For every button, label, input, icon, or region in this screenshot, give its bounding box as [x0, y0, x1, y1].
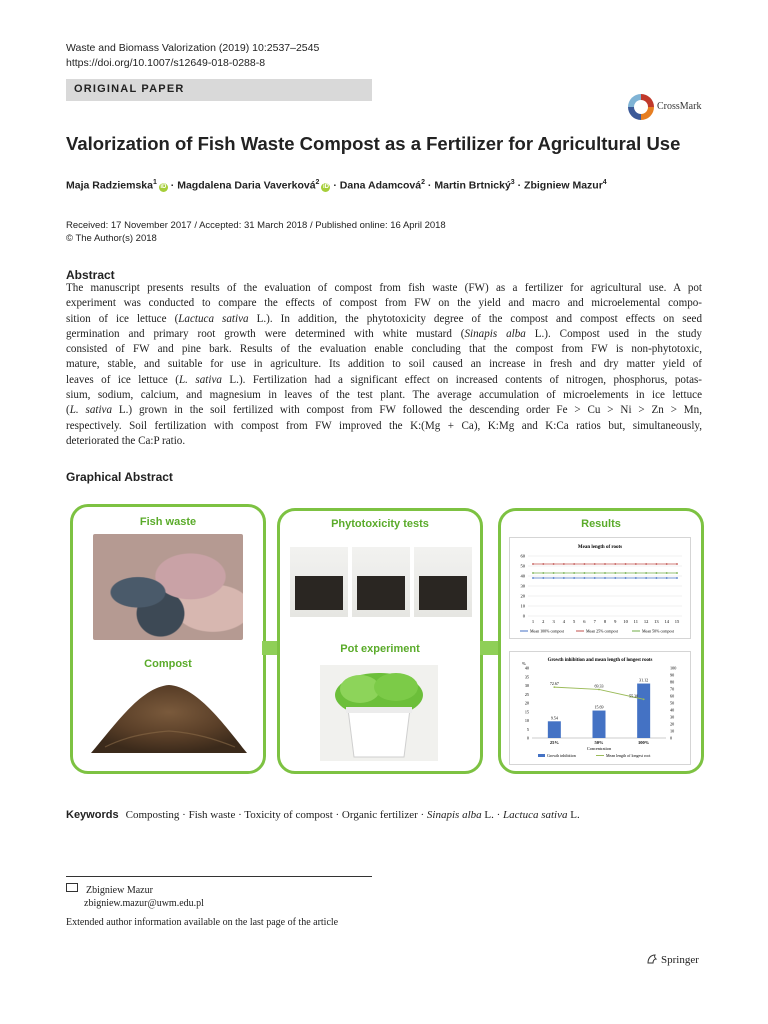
abstract-line: mature, stable, and suitable for use in agriculture. Its addition to soil caused an increase in fresh and dry matter yield of [66, 358, 702, 371]
corresponding-author: Zbigniew Mazur [86, 885, 153, 896]
abstract-heading: Abstract [66, 268, 115, 282]
abstract-line: experiment was conducted to compare the effects of compost from FW on the yield and macro and microelemental compo- [66, 297, 702, 310]
lettuce-pot-photo [320, 665, 438, 761]
growth-inhibition-chart [509, 651, 691, 765]
y-tick-label: 10 [520, 603, 525, 609]
keywords [66, 809, 580, 821]
line-data-label: 69.33 [594, 683, 604, 689]
x-tick-label: 1 [531, 619, 535, 624]
author-separator: · [425, 179, 435, 192]
data-point [553, 686, 555, 688]
crossmark-badge[interactable] [628, 94, 706, 124]
author-separator: · [330, 179, 340, 192]
x-axis-label: Concentration [586, 746, 612, 751]
petri-dish-2 [352, 547, 410, 617]
x-tick-label: 8 [603, 619, 607, 624]
data-point [542, 577, 544, 579]
author-separator: · [167, 179, 178, 192]
x-tick-label: 13 [654, 619, 659, 624]
x-tick-label: 100% [638, 740, 650, 745]
data-point [656, 572, 658, 574]
x-tick-label: 25% [549, 740, 559, 745]
data-point [594, 572, 596, 574]
data-point [625, 563, 627, 565]
y2-tick-label: 40 [670, 707, 675, 713]
paper-title: Valorization of Fish Waste Compost as a Fertilizer for Agricultural Use [66, 133, 681, 154]
y2-tick-label: 0 [670, 735, 673, 741]
data-point [625, 572, 627, 574]
bar [593, 711, 606, 738]
panel-phytotoxicity-title: Phytotoxicity tests [331, 518, 429, 530]
petri-dish-1 [290, 547, 348, 617]
y-tick-label: 10 [524, 718, 529, 723]
panel-pot-experiment-title: Pot experiment [340, 643, 420, 655]
data-point [645, 577, 647, 579]
mean-root-length-chart [509, 537, 691, 639]
data-point [598, 689, 600, 691]
x-tick-label: 10 [623, 619, 628, 624]
data-point [532, 563, 534, 565]
legend-label: Growth inhibition [547, 753, 576, 758]
bar-data-label: 15.69 [594, 704, 604, 710]
data-point [553, 577, 555, 579]
corresponding-email[interactable]: zbigniew.mazur@uwm.edu.pl [84, 898, 204, 909]
x-tick-label: 12 [643, 619, 649, 624]
data-point [635, 577, 637, 579]
publisher-logo [646, 953, 699, 966]
springer-horse-icon [646, 953, 658, 965]
y-tick-label: 20 [520, 593, 525, 599]
data-point [584, 572, 586, 574]
data-point [532, 577, 534, 579]
author-name: Martin Brtnický [434, 179, 511, 192]
abstract-line: sition of ice lettuce (Lactuca sativa L.). In addition, the phytotoxicity degree of the compost and compost effects on seed [66, 312, 702, 325]
data-point [656, 577, 658, 579]
x-tick-label: 7 [593, 619, 596, 624]
x-tick-label: 11 [633, 619, 639, 624]
data-point [666, 572, 668, 574]
data-point [542, 572, 544, 574]
data-point [584, 563, 586, 565]
compost-photo [85, 677, 251, 761]
author-affiliation: 1 [152, 179, 157, 186]
y2-tick-label: 70 [670, 686, 675, 692]
author-affiliation: 2 [315, 179, 320, 186]
y-tick-label: 50 [520, 563, 525, 569]
panel-fish-waste [70, 504, 266, 774]
y-tick-label: 15 [524, 709, 529, 715]
abstract-body [66, 281, 702, 449]
data-point [573, 577, 575, 579]
copyright-line: © The Author(s) 2018 [66, 233, 157, 244]
x-tick-label: 6 [583, 619, 586, 624]
data-point [676, 577, 678, 579]
y-tick-label: 5 [526, 726, 529, 732]
y2-tick-label: 90 [670, 672, 675, 678]
crossmark-label: CrossMark [657, 101, 702, 112]
author-name: Zbigniew Mazur [524, 179, 603, 192]
data-point [666, 577, 668, 579]
author-separator: · [514, 179, 525, 192]
x-tick-label: 5 [573, 619, 576, 624]
data-point [666, 563, 668, 565]
line-data-label: 55.30 [629, 693, 639, 699]
x-tick-label: 3 [552, 619, 555, 624]
data-point [563, 577, 565, 579]
data-point [604, 563, 606, 565]
data-point [532, 572, 534, 574]
data-point [656, 563, 658, 565]
data-point [573, 572, 575, 574]
data-point [614, 572, 616, 574]
author-affiliation: 2 [421, 179, 426, 186]
orcid-icon[interactable]: iD [322, 183, 329, 190]
chart-title: Growth inhibition and mean length of longest roots [547, 658, 653, 663]
journal-info [66, 41, 319, 71]
abstract-line: sium, sodium, calcium, and magnesium in leaves of the test plant. The average accumulation of microelements in ice lettuce [66, 389, 702, 402]
panel-compost-title: Compost [144, 658, 192, 670]
crossmark-icon [628, 94, 654, 120]
x-tick-label: 15 [674, 619, 680, 624]
abstract-line: The manuscript presents results of the evaluation of compost from fish waste (FW) as a fertilizer for agricultural use. A pot [66, 282, 702, 294]
legend-label: Mean 50% compost [642, 628, 674, 634]
x-tick-label: 2 [542, 619, 545, 624]
x-tick-label: 4 [562, 619, 565, 624]
article-type-banner [66, 79, 372, 101]
panel-results [498, 508, 704, 774]
y-tick-label: 30 [520, 583, 525, 589]
author-affiliation: 4 [602, 179, 607, 186]
journal-citation: Waste and Biomass Valorization (2019) 10:2537–2545 [66, 42, 320, 54]
data-point [614, 563, 616, 565]
legend-label: Mean length of longest root [606, 753, 651, 758]
bar-data-label: 9.54 [550, 715, 558, 721]
data-point [563, 563, 565, 565]
data-point [645, 572, 647, 574]
y-tick-label: 35 [524, 674, 529, 680]
y-tick-label: 60 [520, 553, 525, 559]
y2-tick-label: 30 [670, 714, 675, 720]
extended-author-info: Extended author information available on the last page of the article [66, 917, 339, 928]
data-point [604, 572, 606, 574]
legend-label: Mean 25% compost [586, 628, 618, 634]
publisher-name: Springer [661, 954, 699, 966]
keywords-list: Composting · Fish waste · Toxicity of compost · Organic fertilizer · Sinapis alba L. · Lactuca sativa L. [125, 809, 580, 821]
abstract-line: consisted of FW and pine bark. Results of the evaluation enable concluding that the compost from FW is non-phytotoxic, [66, 343, 702, 356]
y-tick-label: 20 [524, 700, 529, 706]
x-tick-label: 50% [594, 740, 604, 745]
author-name: Dana Adamcová [339, 179, 422, 192]
bar [548, 721, 561, 738]
author-name: Magdalena Daria Vaverková [177, 179, 316, 192]
y-tick-label: 40 [524, 665, 529, 671]
panel-results-title: Results [581, 518, 621, 530]
author-name: Maja Radziemska [66, 179, 153, 192]
keywords-label: Keywords [66, 809, 119, 821]
fish-waste-photo [93, 534, 243, 640]
abstract-line: deteriorated the Ca:P ratio. [66, 434, 186, 447]
data-point [625, 577, 627, 579]
data-point [614, 577, 616, 579]
data-point [594, 563, 596, 565]
data-point [604, 577, 606, 579]
envelope-icon [66, 883, 78, 892]
data-point [553, 572, 555, 574]
y2-tick-label: 20 [670, 721, 675, 727]
panel-phytotoxicity [277, 508, 483, 774]
x-tick-label: 14 [664, 619, 669, 624]
y-tick-label: 0 [526, 735, 529, 741]
y2-tick-label: 80 [670, 679, 675, 685]
abstract-line: leaves of ice lettuce (L. sativa L.). Fertilization had a significant effect on increased contents of nitrogen, phosphorus, potas- [66, 373, 703, 386]
data-point [635, 563, 637, 565]
footnote-divider [66, 876, 372, 877]
abstract-line: germination and primary root growth were determined with white mustard (Sinapis alba L.). Compost used in the study [66, 327, 702, 340]
y2-tick-label: 10 [670, 728, 675, 734]
y2-tick-label: 50 [670, 700, 675, 706]
author-list [66, 179, 607, 192]
y2-tick-label: 60 [670, 693, 675, 699]
abstract-line: (L. sativa L.) grown in the soil fertilized with compost from FW followed the descending order Fe > Cu > Ni > Zn > Mn, [66, 404, 702, 417]
article-type-label: ORIGINAL PAPER [74, 83, 185, 95]
legend-swatch [538, 754, 545, 757]
orcid-icon[interactable]: iD [160, 183, 167, 190]
y-axis-label: % [522, 661, 526, 666]
data-point [594, 577, 596, 579]
legend-label: Mean 100% compost [530, 628, 564, 634]
bar-data-label: 31.12 [639, 677, 649, 683]
doi-link[interactable]: https://doi.org/10.1007/s12649-018-0288-8 [66, 57, 266, 69]
chart-title: Mean length of roots [577, 545, 623, 550]
panel-fish-waste-title: Fish waste [139, 516, 197, 528]
data-point [584, 577, 586, 579]
data-point [553, 563, 555, 565]
data-point [573, 563, 575, 565]
bar [637, 684, 650, 738]
y-tick-label: 0 [522, 613, 525, 619]
x-tick-label: 9 [614, 619, 617, 624]
petri-dish-3 [414, 547, 472, 617]
author-affiliation: 3 [510, 179, 515, 186]
correspondence [66, 883, 204, 910]
y-tick-label: 30 [524, 683, 529, 688]
data-point [635, 572, 637, 574]
y-tick-label: 40 [520, 573, 525, 579]
data-point [563, 572, 565, 574]
y2-tick-label: 100 [670, 665, 677, 671]
data-point [542, 563, 544, 565]
dates-line: Received: 17 November 2017 / Accepted: 31 March 2018 / Published online: 16 April 2018 [66, 220, 446, 231]
data-point [643, 698, 645, 700]
data-point [676, 563, 678, 565]
abstract-line: respectively. Soil fertilization with compost from FW improved the K:(Mg + Ca), K:Mg and K:Ca ratios but, simultaneously, [66, 419, 702, 432]
y-tick-label: 25 [524, 691, 529, 697]
publication-dates [66, 219, 446, 245]
graphical-abstract-heading: Graphical Abstract [66, 470, 173, 484]
line-data-label: 72.67 [549, 681, 559, 687]
data-point [645, 563, 647, 565]
data-point [676, 572, 678, 574]
